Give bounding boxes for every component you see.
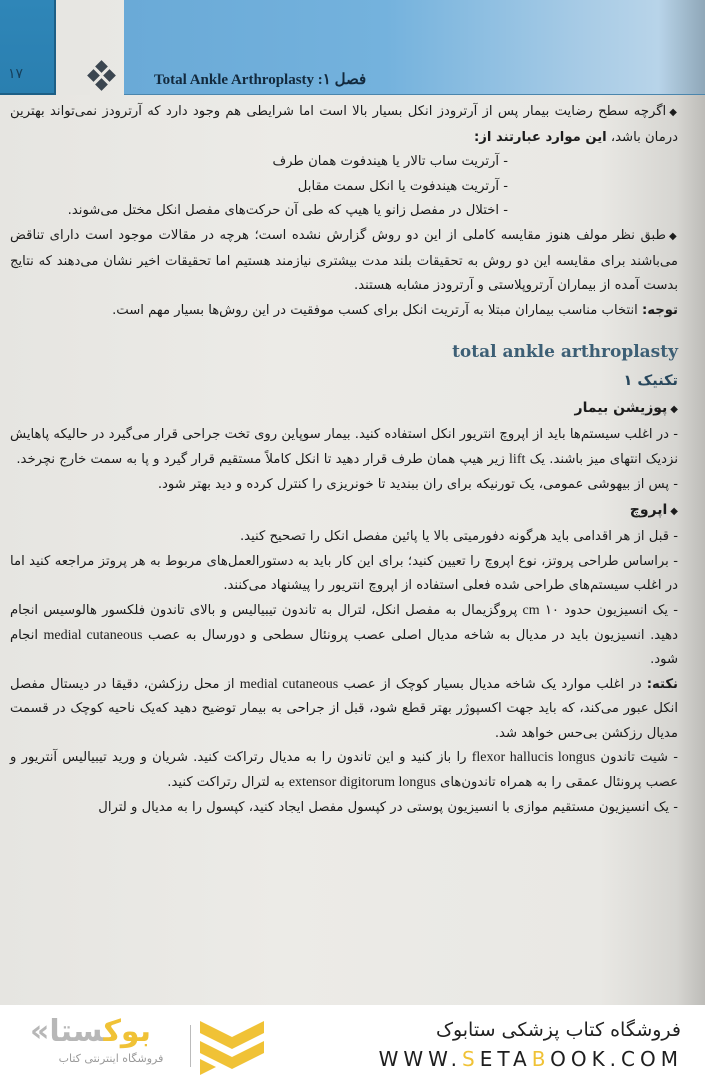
store-url-link[interactable]: WWW.SETABOOK.COM [378,1047,683,1071]
paragraph-comparison: ◆ طبق نظر مولف هنوز مقایسه کاملی از این دو روش گزارش نشده است؛ هرچه در مقالات موجود است دارای تناقض می‌باشند برای مقایسه این دو روش به تحقیقات بلند مدت بیشتری نیازمند هستیم اما تحقیقات اخیر نشان می‌دهند که نتایج بدست آمده از بیماران آرتروپلاستی و آرترودز مشابه هستند. [10,224,678,299]
paragraph-arthrodesis-limits: ◆ اگرچه سطح رضایت بیمار پس از آرترودز انکل بسیار بالا است اما شرایطی هم وجود دارد که آرترودز نمی‌تواند بهترین درمان باشد، این موارد عبارتند از: [10,100,678,150]
diamond-bullet-icon [667,400,678,416]
page-body [10,100,678,820]
logo-divider [190,1025,191,1067]
logo-subtitle: فروشگاه اینترنتی کتاب [58,1052,164,1065]
diamond-bullet-icon [666,104,678,119]
technique-title: تکنیک ۱ [623,373,678,390]
approach-title: ◆ اپروچ [10,497,678,525]
logo-chevrons-icon: « [30,1014,50,1049]
diamond-ornament-icon [86,62,118,90]
note-label: نکته: [646,676,678,692]
paragraph-approach-5-partial: - یک انسیزیون مستقیم موازی با انسیزیون پوستی در کپسول مفصل ایجاد کنید، کپسول را به مدیال و لترال [98,799,678,815]
setabook-chevron-logo-icon [196,1019,268,1075]
store-banner [0,1005,705,1079]
section-title: total ankle arthroplasty [452,342,678,363]
diamond-bullet-icon [667,502,678,518]
note-paragraph: توجه: انتخاب مناسب بیماران مبتلا به آرتریت انکل برای کسب موفقیت در این روش‌ها بسیار مهم است. [112,302,678,318]
note-label: توجه: [642,302,678,318]
emphasis-text: این موارد عبارتند از: [473,129,607,145]
paragraph-approach-3: - یک انسیزیون حدود ۱۰ cm پروگزیمال به مفصل انکل، لترال به تاندون تیبیالیس و بالای تاندون فلکسور هالوسیس انجام دهید. انسیزیون باید در مدیال به شاخه مدیال اصلی عصب پرونئال سطحی و دورسال به عصب medial cutaneous انجام شود. [10,602,679,668]
chapter-header-band [124,0,705,95]
positioning-title: ◆ پوزیشن بیمار [10,395,678,423]
list-item: - اختلال در مفصل زانو یا هیپ که طی آن حرکت‌های مفصل انکل مختل می‌شوند. [67,203,508,219]
store-name: فروشگاه کتاب پزشکی ستابوک [435,1019,681,1041]
chapter-title: فصل ۱: Total Ankle Arthroplasty [154,72,367,88]
page-number: ۱۷ [8,66,24,82]
paragraph-positioning-1: - در اغلب سیستم‌ها باید از اپروچ انتریور انکل استفاده کنید. بیمار سوپاین روی تخت جراحی قرار می‌گیرد در حالیکه پاهایش نزدیک انتهای میز باشند. یک lift زیر هیپ همان طرف قرار دهید تا انکل کاملاً مستقیم قرار گیرد و پا به سمت خارج نچرخد. [10,427,678,467]
paragraph-positioning-2: - پس از بیهوشی عمومی، یک تورنیکه برای ران ببندید تا خونریزی را کنترل کرده و دید بهتر شود. [157,476,678,492]
page-number-tab [0,0,56,95]
list-item: - آرتریت ساب تالار یا هیندفوت همان طرف [272,154,508,170]
paragraph-approach-2: - براساس طراحی پروتز، نوع اپروچ را تعیین کنید؛ برای این کار باید به دستورالعمل‌های مربوط به هر پروتز مراجعه کنید اما در اغلب سیستم‌های طراحی شده فعلی استفاده از اپروچ انتریور را پیشنهاد می‌کنند. [10,553,678,594]
paragraph-approach-4: - شیت تاندون flexor hallucis longus را باز کنید و این تاندون را به مدیال رتراکت کنید. شریان و ورید تیبیالیس آنتریور و عصب پرونئال عمقی را به همراه تاندون‌های extensor digitorum longus به لترال رتراکت کنید. [10,750,678,791]
diamond-bullet-icon [666,228,678,243]
note-paragraph: نکته: در اغلب موارد یک شاخه مدیال بسیار کوچک از عصب medial cutaneous از محل رزکشن، دقیقا در دیستال مفصل انکل عبور می‌کند، که باید جهت اکسپوژر بهتر قطع شود، قبل از جراحی به بیمار توضیح دهید که‌یک ناحیه کوچک در قسمت مدیال رزکشن بی‌حس خواهد شد. [10,676,678,741]
store-logo-wordmark[interactable]: « بوکستا [30,1014,151,1049]
list-item: - آرتریت هیندفوت یا انکل سمت مقابل [297,178,508,194]
header-gap [56,0,90,95]
paragraph-approach-1: - قبل از هر اقدامی باید هرگونه دفورمیتی بالا یا پائین مفصل انکل را تصحیح کنید. [239,529,678,545]
